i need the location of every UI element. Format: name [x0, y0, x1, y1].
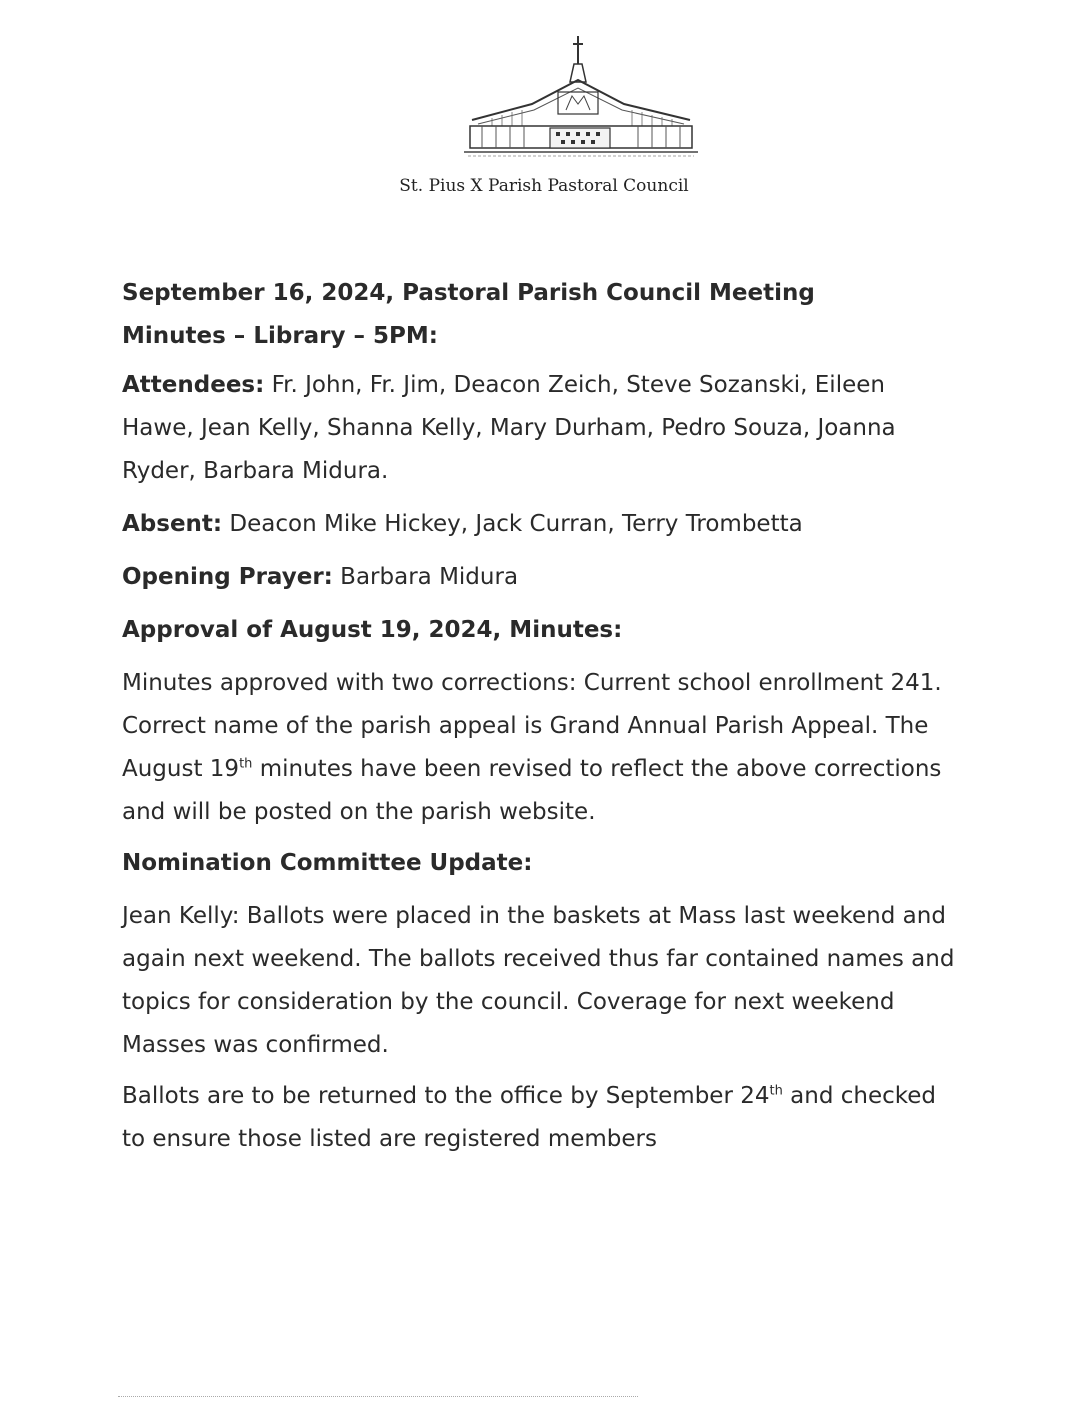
- opening-prayer-label: Opening Prayer:: [122, 564, 333, 590]
- page-title: [122, 272, 962, 358]
- absent-label: Absent:: [122, 511, 223, 537]
- nomination-paragraph-2: [122, 1075, 962, 1161]
- approval-text-start: Minutes approved with two corrections: Current school enrollment 241. Correct name of the parish appeal is Grand Annual Parish Appeal. The August 19: [122, 670, 942, 782]
- nomination-text-end: and checked to ensure those listed are registered members: [122, 1083, 937, 1152]
- nomination-paragraph-1: Jean Kelly: Ballots were placed in the baskets at Mass last weekend and again next weekend. The ballots received thus far contained names and topics for consideration by the council. Coverage for next weekend Masses was confirmed.: [122, 903, 955, 1058]
- absent-paragraph: [122, 503, 962, 546]
- attendees-label: Attendees:: [122, 372, 265, 398]
- footer-divider: [118, 1396, 638, 1401]
- minutes-content: [122, 272, 962, 1169]
- approval-ordinal-suffix: th: [239, 756, 253, 772]
- approval-heading: Approval of August 19, 2024, Minutes:: [122, 617, 623, 643]
- title-line-2: Minutes – Library – 5PM:: [122, 323, 438, 349]
- approval-paragraph: [122, 662, 962, 834]
- nomination-heading: Nomination Committee Update:: [122, 850, 533, 876]
- title-line-1: September 16, 2024, Pastoral Parish Council Meeting: [122, 280, 815, 306]
- attendees-list: Fr. John, Fr. Jim, Deacon Zeich, Steve Sozanski, Eileen Hawe, Jean Kelly, Shanna Kelly, Mary Durham, Pedro Souza, Joanna Ryder, Barbara Midura.: [122, 372, 896, 484]
- absent-list: Deacon Mike Hickey, Jack Curran, Terry Trombetta: [222, 511, 803, 537]
- nomination-ordinal-suffix: th: [769, 1083, 783, 1099]
- opening-prayer-paragraph: [122, 556, 962, 599]
- approval-text-end: minutes have been revised to reflect the above corrections and will be posted on the parish website.: [122, 756, 942, 825]
- attendees-paragraph: [122, 364, 962, 493]
- nomination-text-start: Ballots are to be returned to the office by September 24: [122, 1083, 770, 1109]
- church-logo-icon: [462, 34, 700, 160]
- organization-name: St. Pius X Parish Pastoral Council: [399, 176, 689, 196]
- opening-prayer-name: Barbara Midura: [332, 564, 519, 590]
